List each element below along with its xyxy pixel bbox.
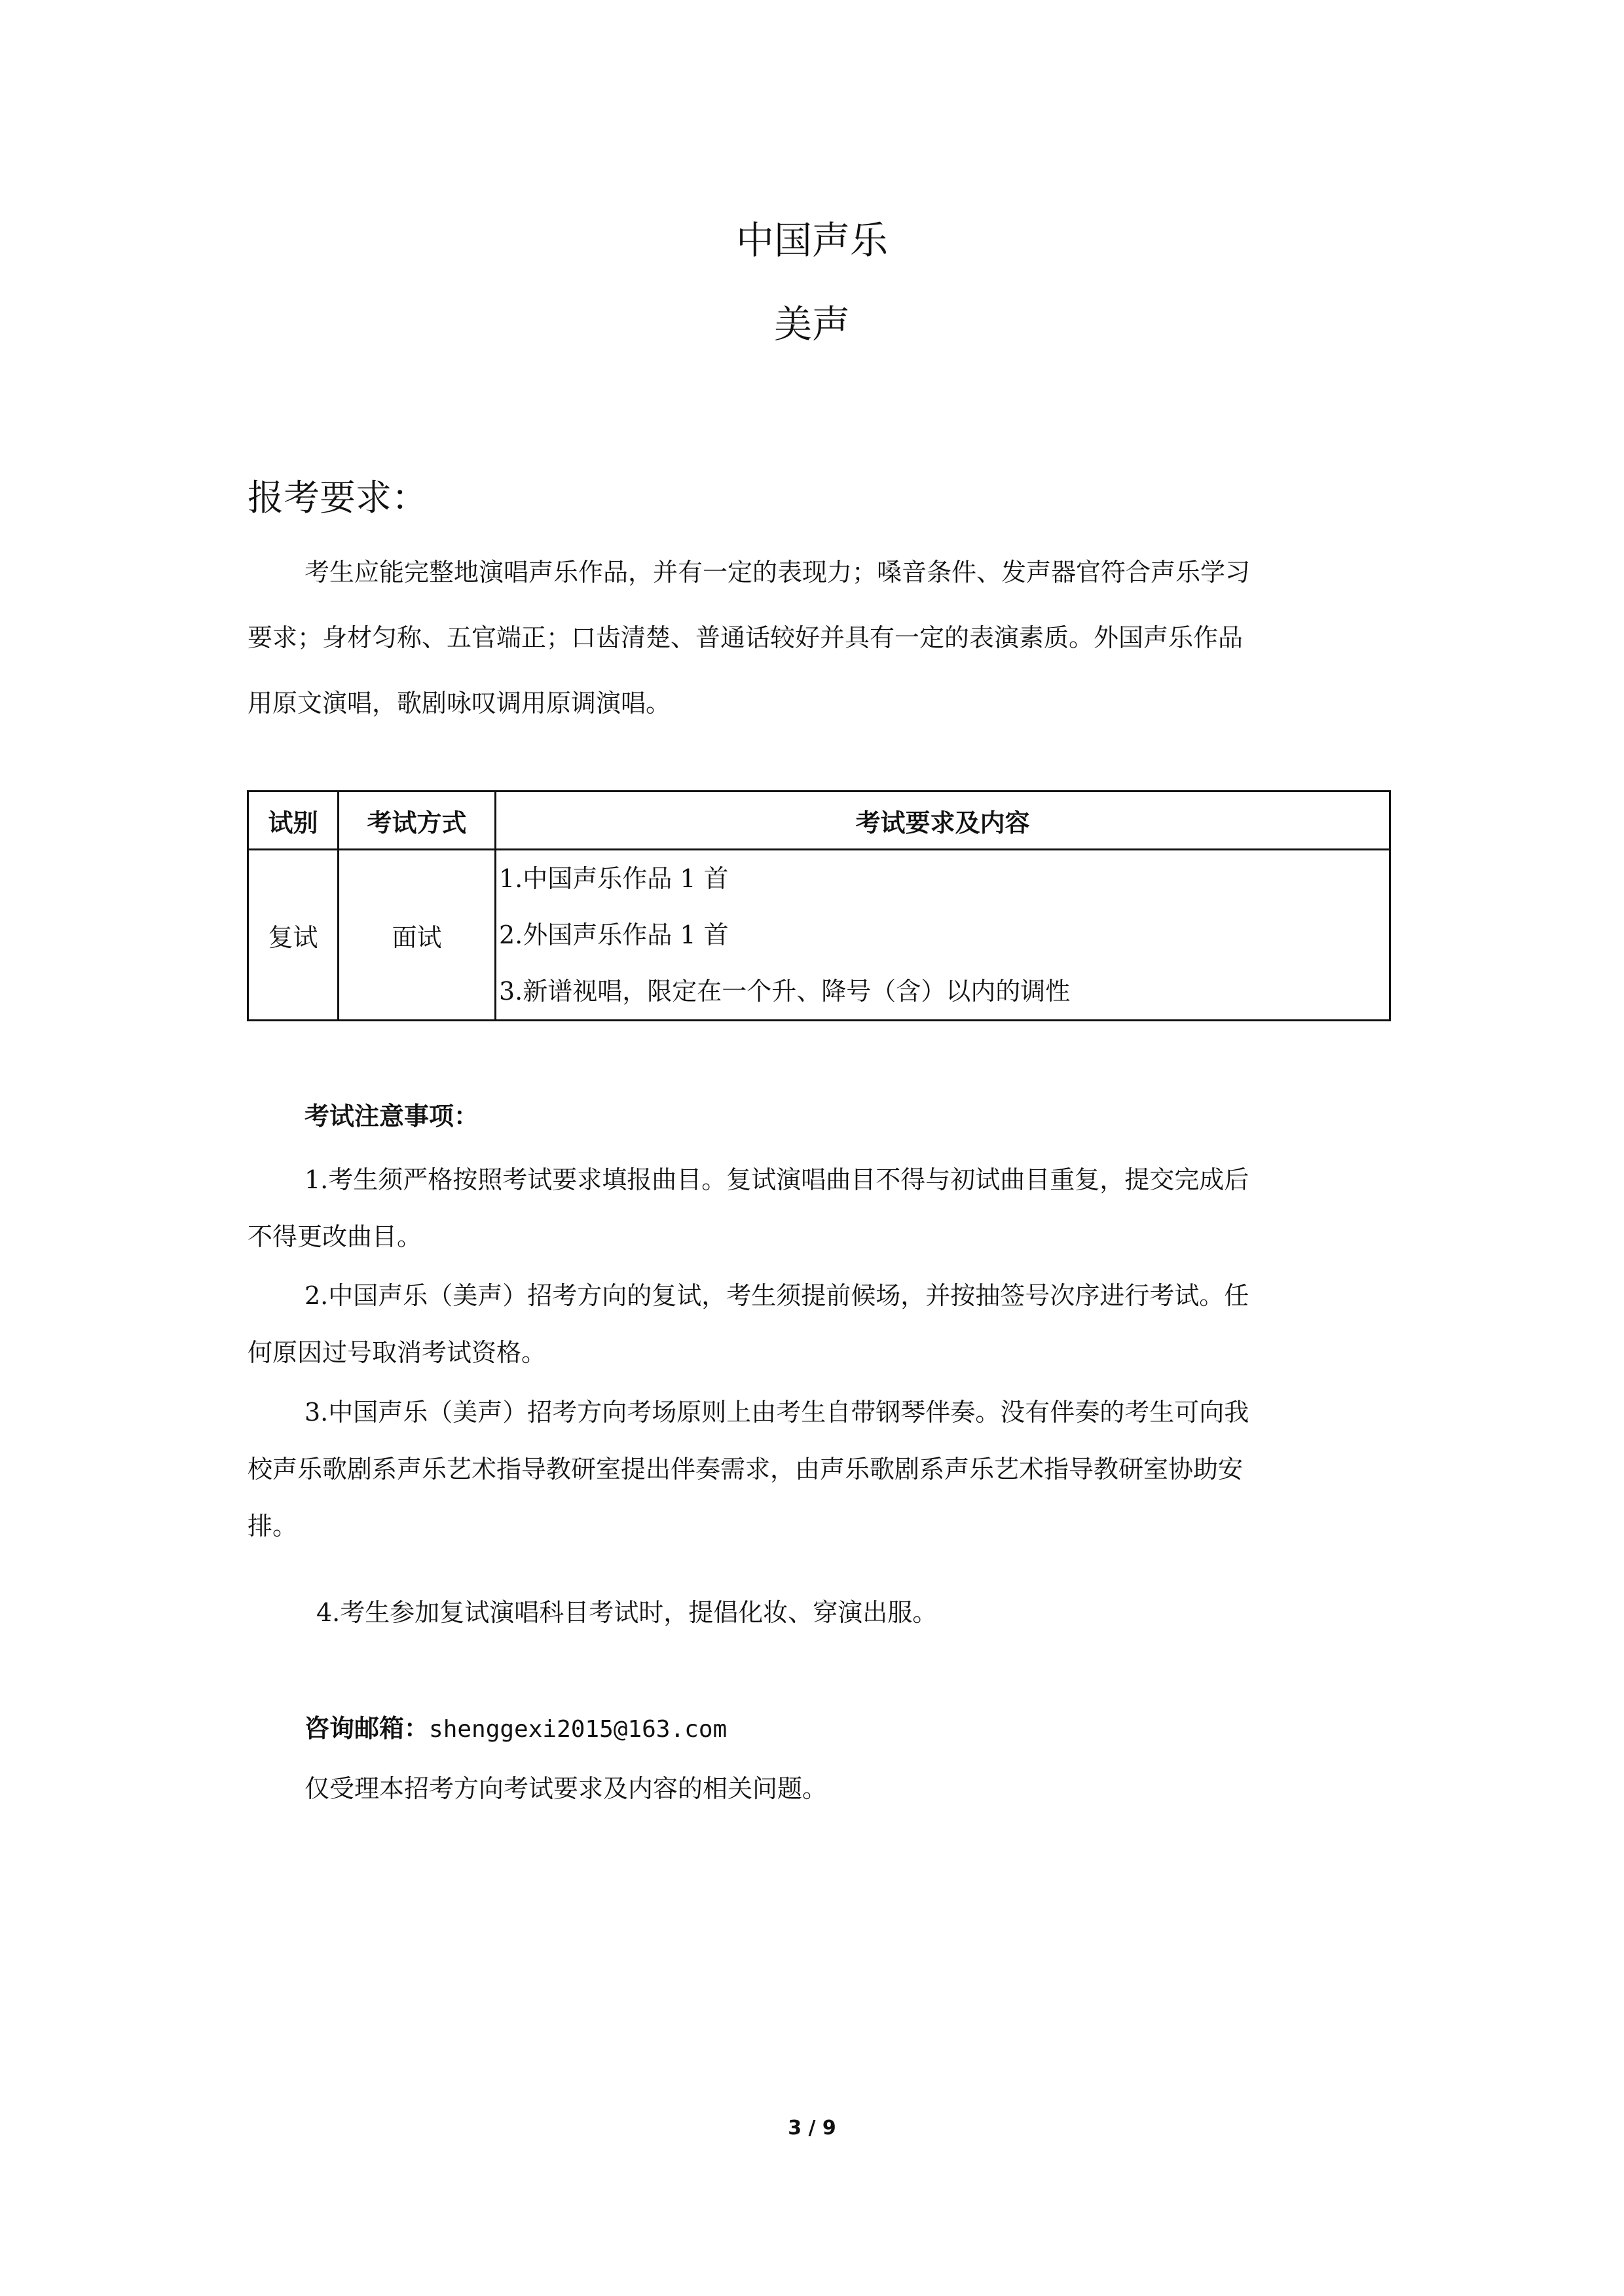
note-line-8: 4.考生参加复试演唱科目考试时，提倡化妆、穿演出服。	[316, 1598, 938, 1627]
cell-stage: 复试	[248, 850, 339, 1021]
contact-label: 咨询邮箱：	[304, 1714, 430, 1743]
page-title: 中国声乐	[735, 218, 888, 263]
contact-email: shenggexi2015@163.com	[429, 1716, 728, 1743]
contact-note: 仅受理本招考方向考试要求及内容的相关问题。	[304, 1774, 828, 1803]
requirements-line-3: 用原文演唱，歌剧咏叹调用原调演唱。	[248, 689, 671, 718]
cell-method: 面试	[339, 850, 496, 1021]
requirements-line-2: 要求；身材匀称、五官端正；口齿清楚、普通话较好并具有一定的表演素质。外国声乐作品	[248, 623, 1244, 652]
content-item-3: 3.新谱视唱，限定在一个升、降号（含）以内的调性	[499, 977, 1071, 1006]
note-line-2: 不得更改曲目。	[248, 1222, 422, 1251]
page-number: 3 / 9	[788, 2117, 836, 2140]
content-item-1: 1.中国声乐作品 1 首	[499, 864, 729, 893]
exam-table-header-row	[248, 792, 1390, 850]
exam-table	[247, 790, 1391, 1021]
note-line-4: 何原因过号取消考试资格。	[248, 1338, 547, 1367]
cell-contents	[496, 850, 1390, 1021]
table-row	[248, 850, 1390, 1021]
note-line-7: 排。	[248, 1512, 298, 1540]
page-subtitle: 美声	[773, 302, 850, 346]
note-line-6: 校声乐歌剧系声乐艺术指导教研室提出伴奏需求，由声乐歌剧系声乐艺术指导教研室协助安	[248, 1455, 1244, 1484]
notes-heading: 考试注意事项：	[304, 1102, 479, 1131]
header-method: 考试方式	[339, 792, 496, 850]
note-line-3: 2.中国声乐（美声）招考方向的复试，考生须提前候场，并按抽签号次序进行考试。任	[304, 1281, 1249, 1310]
note-line-1: 1.考生须严格按照考试要求填报曲目。复试演唱曲目不得与初试曲目重复，提交完成后	[304, 1165, 1249, 1194]
requirements-heading: 报考要求：	[248, 477, 428, 519]
content-item-2: 2.外国声乐作品 1 首	[499, 920, 729, 949]
contact-line	[304, 1716, 727, 1741]
note-line-5: 3.中国声乐（美声）招考方向考场原则上由考生自带钢琴伴奏。没有伴奏的考生可向我	[304, 1398, 1249, 1427]
requirements-line-1: 考生应能完整地演唱声乐作品，并有一定的表现力；嗓音条件、发声器官符合声乐学习	[304, 558, 1251, 587]
header-contents: 考试要求及内容	[496, 792, 1390, 850]
header-stage: 试别	[248, 792, 339, 850]
